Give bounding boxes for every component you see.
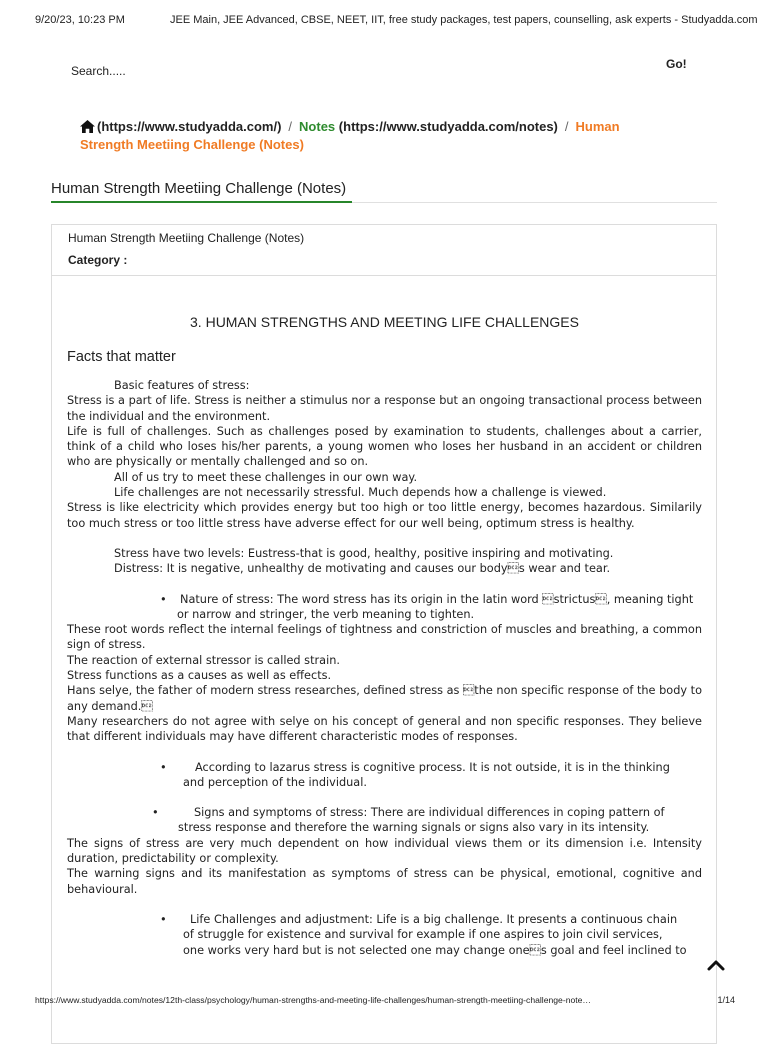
- paragraph: Life is full of challenges. Such as challenges posed by examination to students, challenges about a carrier, think of a child who loses his/her parents, a young women who loses her husband in an accident or children who are physically or mentally challenged and so on.: [67, 424, 702, 469]
- print-page-title: JEE Main, JEE Advanced, CBSE, NEET, IIT, free study packages, test papers, counselling, ask experts - Studyadda.com: [170, 14, 758, 26]
- paragraph: Stress have two levels: Eustress-that is good, healthy, positive inspiring and motivating.: [114, 546, 614, 560]
- bullet-item: [67, 805, 702, 836]
- home-icon: [80, 120, 95, 133]
- card-title: Human Strength Meetiing Challenge (Notes): [68, 231, 305, 245]
- print-datetime: 9/20/23, 10:23 PM: [35, 14, 125, 26]
- chevron-up-icon[interactable]: [706, 958, 726, 972]
- card-header: [52, 225, 716, 276]
- breadcrumb-home-url: (https://www.studyadda.com/): [97, 119, 282, 134]
- notes-content: [67, 300, 702, 958]
- go-button[interactable]: Go!: [666, 57, 687, 71]
- bullet-text: stress response and therefore the warning signals or signs also vary in its intensity.: [178, 821, 650, 835]
- bullet-item: [67, 912, 702, 958]
- footer-url: https://www.studyadda.com/notes/12th-class/psychology/human-strengths-and-meeting-life-challenges/human-strength-meetiing-challenge-note…: [35, 995, 592, 1005]
- section-heading: Facts that matter: [67, 349, 176, 365]
- paragraph: Basic features of stress:: [114, 379, 250, 392]
- breadcrumb-notes-url: (https://www.studyadda.com/notes): [338, 119, 558, 134]
- bullet-text: Signs and symptoms of stress: There are individual differences in coping pattern of: [194, 806, 665, 820]
- paragraph: The signs of stress are very much dependent on how individual views them or its dimension i.e. Intensity duration, predictability or complexity.: [67, 836, 702, 866]
- paragraph: All of us try to meet these challenges in our own way.: [114, 470, 418, 484]
- print-header: [0, 14, 768, 30]
- card-category: Category :: [68, 253, 128, 267]
- paragraph: The warning signs and its manifestation as symptoms of stress can be physical, emotional, cognitive and behavioural.: [67, 867, 702, 896]
- page-title: Human Strength Meetiing Challenge (Notes): [51, 180, 347, 197]
- bullet-text: Life Challenges and adjustment: Life is a big challenge. It presents a continuous chain: [190, 912, 678, 926]
- breadcrumb-home[interactable]: [80, 119, 281, 134]
- breadcrumb-notes-label: Notes: [299, 119, 336, 134]
- paragraph: The reaction of external stressor is called strain.: [67, 653, 340, 667]
- bullet-text: Nature of stress: The word stress has its origin in the latin word strictus, meaning tight: [180, 592, 694, 606]
- search-input[interactable]: [71, 61, 571, 81]
- paragraph: Stress is a part of life. Stress is neither a stimulus nor a response but an ongoing transactional process between the individual and the environment.: [67, 394, 702, 423]
- paragraph: Stress is like electricity which provides energy but too high or too little energy, becomes hazardous. Similarily too much stress or too little stress have adverse effect for our well being, optimum stress is healthy.: [67, 501, 702, 530]
- paragraph: Hans selye, the father of modern stress researches, defined stress as the non specific response of the body to any demand.: [67, 684, 702, 713]
- bullet-text: or narrow and stringer, the verb meaning to tighten.: [177, 607, 475, 621]
- bullet-text: and perception of the individual.: [183, 775, 367, 789]
- heading-underline: [51, 201, 352, 203]
- bullet-item: [67, 592, 702, 623]
- bullet-icon: •: [160, 592, 167, 606]
- paragraph: Life challenges are not necessarily stressful. Much depends how a challenge is viewed.: [114, 486, 607, 500]
- bullet-icon: •: [152, 806, 159, 820]
- paragraph: Distress: It is negative, unhealthy de motivating and causes our bodys wear and tear.: [114, 562, 611, 576]
- bullet-icon: •: [160, 760, 167, 774]
- breadcrumb-current: Human Strength Meetiing Challenge (Notes): [80, 119, 620, 152]
- bullet-text: one works very hard but is not selected one may change ones goal and feel inclined to: [183, 943, 687, 957]
- paragraph: Many researchers do not agree with selye on his concept of general and non specific responses. They believe that different individuals may have different characteristic modes of responses.: [67, 714, 702, 744]
- bullet-icon: •: [160, 912, 167, 926]
- bullet-item: [67, 760, 702, 791]
- breadcrumb-separator: /: [564, 119, 569, 134]
- breadcrumb-notes[interactable]: [299, 119, 558, 134]
- breadcrumb: [80, 118, 660, 154]
- paragraph: Stress functions as a causes as well as effects.: [67, 669, 332, 683]
- breadcrumb-separator: /: [288, 119, 293, 134]
- bullet-text: of struggle for existence and survival for example if one aspires to join civil services,: [183, 928, 663, 942]
- bullet-text: According to lazarus stress is cognitive process. It is not outside, it is in the thinking: [195, 760, 670, 774]
- document-title: 3. HUMAN STRENGTHS AND MEETING LIFE CHALLENGES: [190, 314, 579, 330]
- footer-page-number: 1/14: [717, 995, 735, 1005]
- paragraph: These root words reflect the internal feelings of tightness and constriction of muscles and breathing, a common sign of stress.: [67, 623, 702, 652]
